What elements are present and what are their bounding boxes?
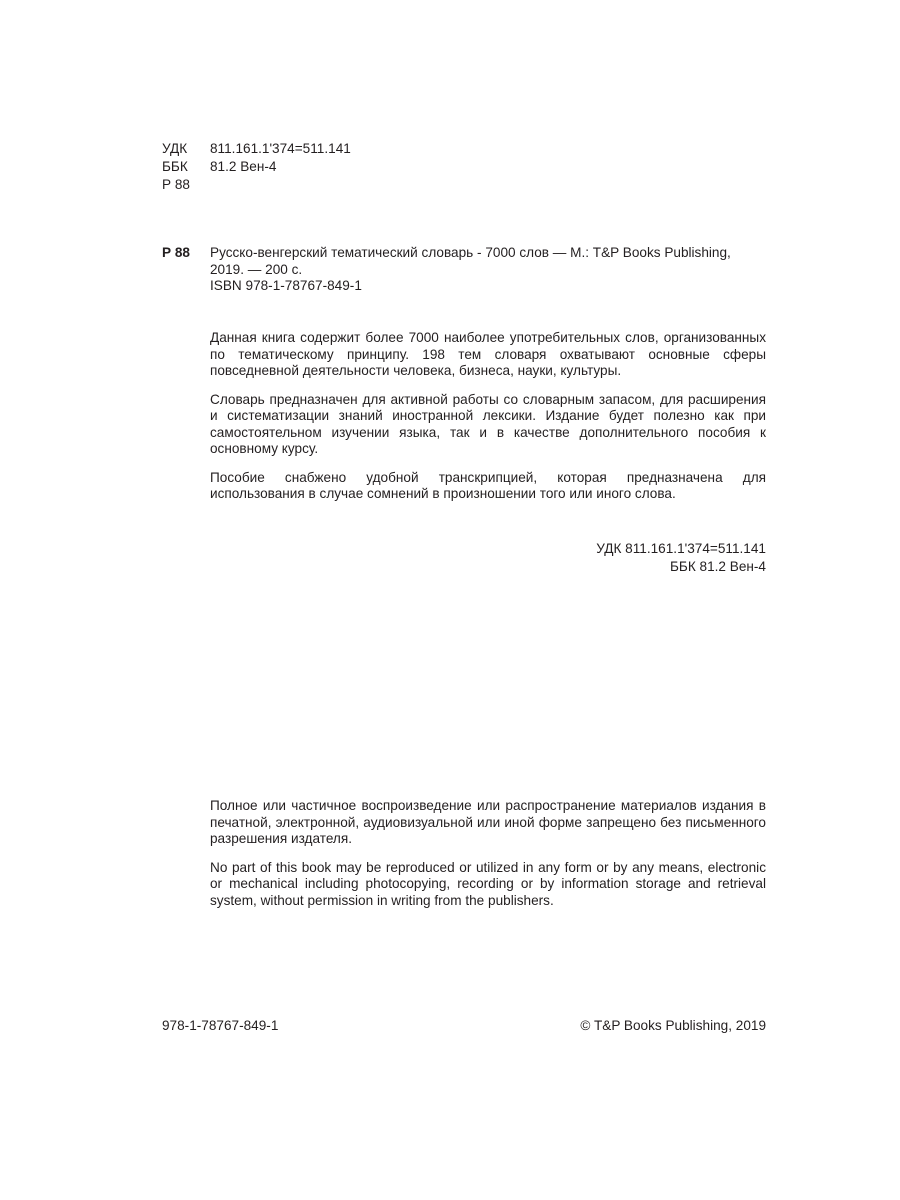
footer [162,1018,766,1034]
catalog-entry [162,245,766,295]
catalog-title-line: Русско-венгерский тематический словарь - 7000 слов — М.: T&P Books Publishing, [210,245,731,260]
bbk-value: 81.2 Вен-4 [210,159,277,174]
rights-notice-en: No part of this book may be reproduced or utilized in any form or by any means, electronic or mechanical including photocopying, recording or by information storage and retrieval system, without permission in writing from the publishers. [210,859,766,908]
bbk-code: ББК 81.2 Вен-4 [670,559,766,574]
annotation-paragraph: Пособие снабжено удобной транскрипцией, которая предназначена для использования в случае сомнений в произношении того или иного слова. [210,469,766,501]
classification-block [162,140,351,194]
bbk-row [162,158,351,176]
bbk-label: ББК [162,159,188,174]
annotation [210,330,766,515]
annotation-paragraph: Данная книга содержит более 7000 наиболее употребительных слов, организованных по тематическому принципу. 198 тем словаря охватывают основные сферы повседневной деятельности человека, бизнеса, науки, культуры. [210,330,766,378]
catalog-body [210,245,766,295]
rights-notice [210,798,766,921]
udk-value: 811.161.1'374=511.141 [210,141,351,156]
rights-notice-ru: Полное или частичное воспроизведение или распространение материалов издания в печатной, электронной, аудиовизуальной или иной форме запрещено без письменного разрешения издателя. [210,798,766,846]
annotation-paragraph: Словарь предназначен для активной работы со словарным запасом, для расширения и систематизации знаний иностранной лексики. Издание будет полезно как при самостоятельном изучении языка, так и в качестве дополнительного пособия к основному курсу. [210,391,766,456]
classification-codes [596,540,766,576]
udk-code: УДК 811.161.1'374=511.141 [596,541,766,556]
catalog-imprint-line: 2019. — 200 с. [210,261,303,277]
catalog-isbn: ISBN 978-1-78767-849-1 [210,278,362,293]
footer-copyright: © T&P Books Publishing, 2019 [580,1018,766,1033]
catalog-code: Р 88 [162,245,190,260]
author-sign-row [162,176,351,194]
author-sign-label: Р 88 [162,177,190,192]
footer-isbn: 978-1-78767-849-1 [162,1018,279,1033]
udk-row [162,140,351,158]
udk-label: УДК [162,141,188,156]
